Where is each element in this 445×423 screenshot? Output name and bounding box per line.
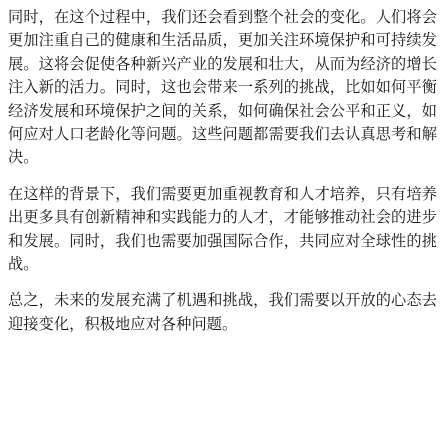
paragraph-1: 同时，在这个过程中，我们还会看到整个社会的变化。人们将会更加注重自己的健康和生活品质，更加关注环境保护和可持续发展。这将会促使各种新兴产业的发展和壮大，从而为经济的增长注入新的活力。同时，这也会带来一系列的挑战，比如如何平衡经济发展和环境保护之间的关系，如何确保社会公平和正义，如何应对人口老龄化等问题。这些问题都需要我们去认真思考和解决。 (8, 8, 437, 167)
paragraph-3: 总之，未来的发展充满了机遇和挑战，我们需要以开放的心态去迎接变化，积极地应对各种问题。 (8, 291, 437, 333)
paragraph-2: 在这样的背景下，我们需要更加重视教育和人才培养，只有培养出更多具有创新精神和实践能力的人才，才能够推动社会的进步和发展。同时，我们也需要加强国际合作，共同应对全球性的挑战。 (8, 184, 437, 274)
